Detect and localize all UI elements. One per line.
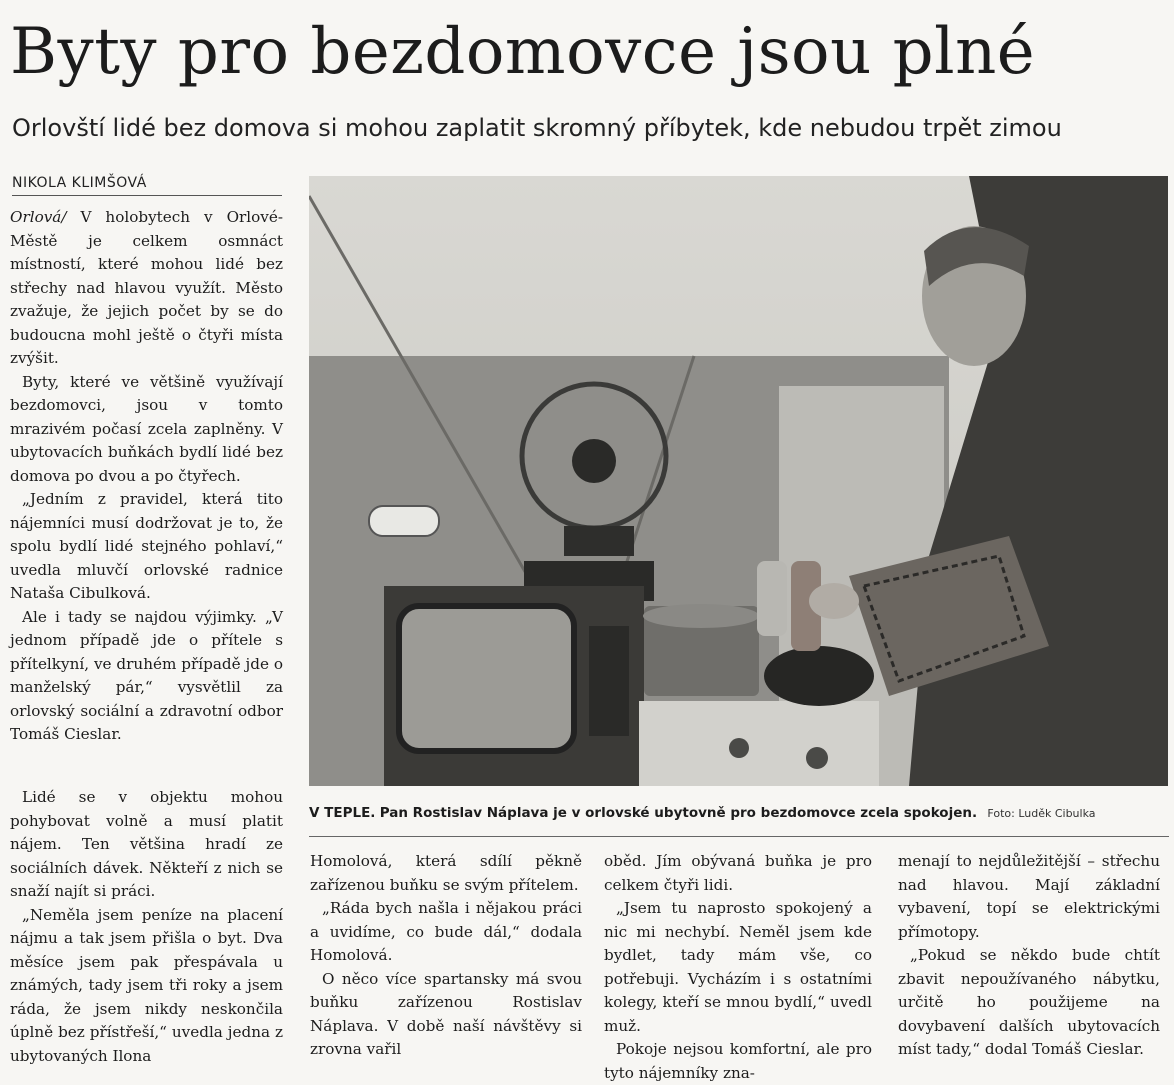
paragraph: oběd. Jím obývaná buňka je pro celkem čtyři lidi. xyxy=(604,852,872,894)
article-column-2 xyxy=(310,850,582,1062)
caption-divider xyxy=(309,836,1169,837)
article-column-4 xyxy=(898,850,1160,1062)
article-photo xyxy=(309,176,1168,786)
paragraph: Lidé se v objektu mohou pohybovat volně a musí platit nájem. Ten většina hradí ze sociálních dávek. Někteří z nich se snaží najít si práci. xyxy=(10,788,283,900)
paragraph: Byty, které ve většině využívají bezdomovci, jsou v tomto mrazivém počasí zcela zaplněny. V ubytovacích buňkách bydlí lidé bez domova po dvou a po čtyřech. xyxy=(10,372,283,485)
subheadline: Orlovští lidé bez domova si mohou zaplatit skromný příbytek, kde nebudou trpět zimou xyxy=(12,114,1062,142)
paragraph: menají to nejdůležitější – střechu nad hlavou. Mají základní vybavení, topí se elektrickými přímotopy. xyxy=(898,852,1160,941)
paragraph xyxy=(10,206,283,371)
paragraph: Homolová, která sdílí pěkně zařízenou buňku se svým přítelem. xyxy=(310,852,582,894)
paragraph: „Pokud se někdo bude chtít zbavit nepoužívaného nábytku, určitě ho použijeme na dovybavení dalších ubytovacích míst tady,“ dodal Tomáš Cieslar. xyxy=(898,946,1160,1058)
article-column-1-top xyxy=(10,206,283,747)
paragraph: Ale i tady se najdou výjimky. „V jednom případě jde o přítele s přítelkyní, ve druhém případě jde o manželský pár,“ vysvětlil za orlovský sociální a zdravotní odbor Tomáš Cieslar. xyxy=(10,607,283,743)
paragraph-text: V holobytech v Orlové-Městě je celkem osmnáct místností, které mohou lidé bez střechy nad hlavou využít. Město zvažuje, že jejich počet by se do budoucna mohl ještě o čtyři místa zvýšit. xyxy=(10,208,283,367)
photo-credit: Foto: Luděk Cibulka xyxy=(987,807,1096,820)
photo-caption xyxy=(309,800,1169,827)
paragraph: „Neměla jsem peníze na placení nájmu a tak jsem přišla o byt. Dva měsíce jsem pak přespávala u známých, tady jsem tři roky a jsem ráda, že jsem nikdy neskončila úplně bez přístřeší,“ uvedla jedna z ubytovaných Ilona xyxy=(10,905,283,1065)
paragraph: „Jedním z pravidel, která tito nájemníci musí dodržovat je to, že spolu bydlí lidé stejného pohlaví,“ uvedla mluvčí orlovské radnice Nataša Cibulková. xyxy=(10,490,283,602)
paragraph: O něco více spartansky má svou buňku zařízenou Rostislav Náplava. V době naší návštěvy si zrovna vařil xyxy=(310,969,582,1058)
article-column-1-bottom xyxy=(10,786,283,1068)
paragraph: Pokoje nejsou komfortní, ale pro tyto nájemníky zna- xyxy=(604,1040,872,1082)
byline-divider xyxy=(12,195,282,196)
dateline: Orlová/ xyxy=(10,208,67,226)
paragraph: „Ráda bych našla i nějakou práci a uvidíme, co bude dál,“ dodala Homolová. xyxy=(310,899,582,964)
caption-text: Pan Rostislav Náplava je v orlovské ubytovně pro bezdomovce zcela spokojen. xyxy=(379,805,978,821)
byline: NIKOLA KLIMŠOVÁ xyxy=(12,175,147,191)
photo-man-cooking-icon xyxy=(309,176,1168,786)
paragraph: „Jsem tu naprosto spokojený a nic mi nechybí. Neměl jsem kde bydlet, tady mám vše, co potřebuji. Vycházím i s ostatními kolegy, kteří se mnou bydlí,“ uvedl muž. xyxy=(604,899,872,1035)
headline: Byty pro bezdomovce jsou plné xyxy=(10,15,1036,89)
article-column-3 xyxy=(604,850,872,1085)
caption-lead: V TEPLE. xyxy=(309,805,376,821)
